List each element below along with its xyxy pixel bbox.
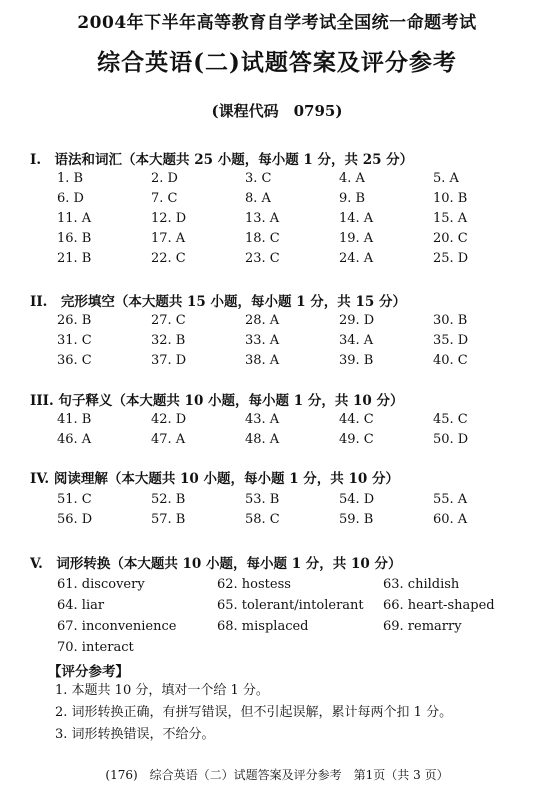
answer-item: 46. A (57, 432, 92, 447)
answer-item: 65. tolerant/intolerant (217, 598, 364, 613)
scoring-point: 2. 词形转换正确，有拼写错误，但不引起误解，累计每两个扣 1 分。 (55, 705, 453, 720)
answer-item: 24. A (339, 251, 374, 266)
answer-item: 44. C (339, 412, 374, 427)
answer-item: 34. A (339, 333, 374, 348)
answer-item: 40. C (433, 353, 468, 368)
answer-item: 47. A (151, 432, 186, 447)
section-3-heading: III. 句子释义（本大题共 10 小题，每小题 1 分，共 10 分） (30, 393, 404, 409)
answer-item: 67. inconvenience (57, 619, 177, 634)
answer-item: 21. B (57, 251, 92, 266)
answer-item: 45. C (433, 412, 468, 427)
answer-item: 51. C (57, 492, 92, 507)
answer-item: 54. D (339, 492, 375, 507)
answer-item: 59. B (339, 512, 374, 527)
answer-item: 27. C (151, 313, 186, 328)
answer-item: 2. D (151, 171, 178, 186)
document-title: 综合英语(二)试题答案及评分参考 (97, 49, 457, 76)
answer-item: 57. B (151, 512, 186, 527)
answer-item: 29. D (339, 313, 375, 328)
section-2-answers (57, 312, 527, 369)
answer-item: 17. A (151, 231, 186, 246)
answer-item: 37. D (151, 353, 187, 368)
answer-item: 11. A (57, 211, 92, 226)
course-code: (课程代码 0795) (211, 102, 343, 120)
answer-item: 53. B (245, 492, 280, 507)
answer-item: 39. B (339, 353, 374, 368)
answer-item: 66. heart-shaped (383, 598, 495, 613)
answer-item: 18. C (245, 231, 280, 246)
answer-item: 6. D (57, 191, 84, 206)
answer-item: 5. A (433, 171, 459, 186)
answer-item: 10. B (433, 191, 468, 206)
answer-item: 61. discovery (57, 577, 145, 592)
section-5-answers (57, 576, 533, 656)
answer-item: 70. interact (57, 640, 134, 655)
answer-item: 14. A (339, 211, 374, 226)
answer-item: 52. B (151, 492, 186, 507)
section-1-answers (57, 170, 527, 267)
answer-item: 23. C (245, 251, 280, 266)
scoring-point: 1. 本题共 10 分，填对一个给 1 分。 (55, 683, 269, 698)
answer-item: 25. D (433, 251, 469, 266)
answer-item: 33. A (245, 333, 280, 348)
answer-item: 38. A (245, 353, 280, 368)
answer-item: 20. C (433, 231, 468, 246)
answer-item: 36. C (57, 353, 92, 368)
answer-item: 63. childish (383, 577, 460, 592)
section-2-heading: II. 完形填空（本大题共 15 小题，每小题 1 分，共 15 分） (30, 294, 406, 310)
answer-item: 56. D (57, 512, 93, 527)
section-4-answers (57, 491, 527, 528)
answer-item: 13. A (245, 211, 280, 226)
section-5-heading: V. 词形转换（本大题共 10 小题，每小题 1 分，共 10 分） (30, 556, 402, 572)
answer-item: 62. hostess (217, 577, 291, 592)
answer-item: 16. B (57, 231, 92, 246)
answer-item: 1. B (57, 171, 84, 186)
section-4-heading: IV. 阅读理解（本大题共 10 小题，每小题 1 分，共 10 分） (30, 471, 399, 487)
answer-item: 19. A (339, 231, 374, 246)
answer-item: 15. A (433, 211, 468, 226)
answer-item: 55. A (433, 492, 468, 507)
answer-item: 30. B (433, 313, 468, 328)
answer-item: 28. A (245, 313, 280, 328)
scoring-points (55, 682, 452, 748)
answer-item: 49. C (339, 432, 374, 447)
answer-item: 32. B (151, 333, 186, 348)
answer-item: 8. A (245, 191, 271, 206)
answer-item: 64. liar (57, 598, 105, 613)
answer-item: 3. C (245, 171, 272, 186)
answer-item: 42. D (151, 412, 187, 427)
exam-title: 2004年下半年高等教育自学考试全国统一命题考试 (77, 13, 477, 33)
page-footer: (176) 综合英语（二）试题答案及评分参考 第1页（共 3 页） (105, 768, 449, 782)
answer-item: 48. A (245, 432, 280, 447)
scoring-point: 3. 词形转换错误，不给分。 (55, 727, 215, 742)
answer-item: 9. B (339, 191, 366, 206)
answer-item: 43. A (245, 412, 280, 427)
answer-item: 26. B (57, 313, 92, 328)
answer-item: 58. C (245, 512, 280, 527)
answer-item: 50. D (433, 432, 469, 447)
answer-item: 31. C (57, 333, 92, 348)
answer-item: 35. D (433, 333, 469, 348)
answer-item: 22. C (151, 251, 186, 266)
answer-item: 60. A (433, 512, 468, 527)
answer-item: 41. B (57, 412, 92, 427)
answer-item: 7. C (151, 191, 178, 206)
answer-item: 4. A (339, 171, 365, 186)
answer-item: 69. remarry (383, 619, 462, 634)
section-1-heading: I. 语法和词汇（本大题共 25 小题，每小题 1 分，共 25 分） (30, 152, 414, 168)
answer-item: 12. D (151, 211, 187, 226)
section-3-answers (57, 411, 527, 448)
answer-item: 68. misplaced (217, 619, 309, 634)
scoring-title: 【评分参考】 (48, 664, 129, 680)
